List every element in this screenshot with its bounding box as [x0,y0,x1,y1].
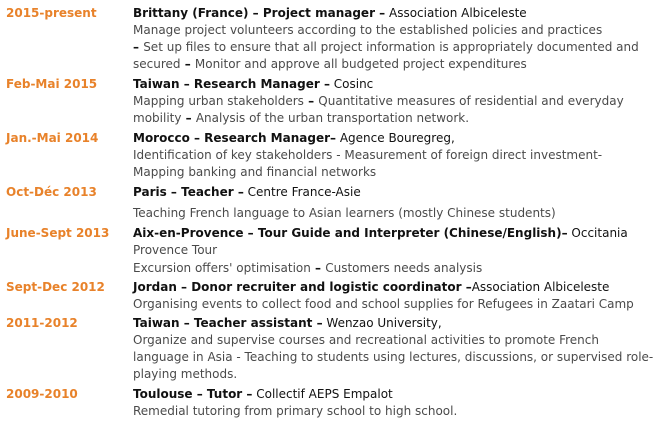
entry-description-line [133,260,649,277]
entry-heading [133,76,649,93]
entry-content [133,184,649,222]
entry-description-text: Set up files to ensure that all project information is appropriately documented and [143,40,639,54]
entry-description-line [133,56,649,73]
entry-heading [133,130,649,147]
entry-description-line: Provence Tour [133,243,218,257]
entry-heading-bold: Aix-en-Provence – Tour Guide and Interpreter (Chinese/English)– [133,226,568,240]
entry-content [133,386,649,420]
entry-description-line: Remedial tutoring from primary school to high school. [133,404,458,418]
entry-description-text: Customers needs analysis [325,261,483,275]
entry-date: 2011-2012 [6,316,78,330]
entry-description-text: Quantitative measures of residential and everyday [318,94,624,108]
separator-dash: – [303,94,319,108]
entry-description-text: Excursion offers' optimisation [133,261,311,275]
entry-description-text: Mapping urban stakeholders [133,94,304,108]
entry-date: June-Sept 2013 [6,226,110,240]
entry-heading-org: Cosinc [329,77,374,91]
entry-heading-org: Centre France-Asie [243,185,361,199]
entry-heading-bold: Taiwan – Research Manager – [133,77,330,91]
entry-description-line: language in Asia - Teaching to students using lectures, discussions, or supervised role- [133,350,654,364]
entry-heading [133,184,649,201]
entry-heading-org: Association Albiceleste [385,6,527,20]
entry-description-text: mobility [133,111,182,125]
entry-description-line: Mapping banking and financial networks [133,165,377,179]
entry-description-line: Identification of key stakeholders - Measurement of foreign direct investment- [133,148,603,162]
entry-heading-bold: Jordan – Donor recruiter and logistic coordinator – [133,280,472,294]
entry-description-line: Organising events to collect food and school supplies for Refugees in Zaatari Camp [133,297,634,311]
entry-heading-org: Wenzao University, [322,316,442,330]
entry-content [133,130,649,181]
entry-heading-bold: Brittany (France) – Project manager – [133,6,386,20]
entry-date: Feb-Mai 2015 [6,77,98,91]
entry-content [133,5,649,73]
entry-heading-org: Agence Bouregreg, [336,131,455,145]
entry-heading-bold: Paris – Teacher – [133,185,244,199]
entry-description-text: Analysis of the urban transportation network. [195,111,470,125]
entry-description-line: Teaching French language to Asian learners (mostly Chinese students) [133,206,556,220]
entry-heading-org: Collectif AEPS Empalot [252,387,393,401]
entry-date: 2009-2010 [6,387,78,401]
entry-description-line [133,93,649,110]
entry-description-text: secured [133,57,181,71]
separator-dash: – [180,57,195,71]
entry-description-line [133,110,649,127]
entry-heading-org: Association Albiceleste [471,280,610,294]
entry-date: 2015-present [6,6,97,20]
separator-dash: – [133,40,144,54]
entry-heading-org: Occitania [567,226,628,240]
entry-heading [133,5,649,22]
entry-description-line [133,39,649,56]
entry-description-line: Manage project volunteers according to the established policies and practices [133,23,603,37]
entry-heading [133,279,649,296]
entry-heading-bold: Toulouse – Tutor – [133,387,253,401]
entry-description-line: playing methods. [133,367,238,381]
separator-dash: – [310,261,326,275]
entry-heading [133,225,649,242]
entry-heading-bold: Taiwan – Teacher assistant – [133,316,323,330]
entry-date: Jan.-Mai 2014 [6,131,99,145]
entry-date: Sept-Dec 2012 [6,280,105,294]
entry-heading [133,386,649,403]
entry-content [133,76,649,127]
entry-content [133,315,654,383]
entry-date: Oct-Déc 2013 [6,185,97,199]
entry-heading-bold: Morocco – Research Manager– [133,131,337,145]
entry-description-text: Monitor and approve all budgeted project expenditures [194,57,527,71]
entry-heading [133,315,649,332]
entry-content [133,279,649,313]
entry-content [133,225,649,277]
entry-description-line: Organize and supervise courses and recreational activities to promote French [133,333,599,347]
separator-dash: – [181,111,196,125]
